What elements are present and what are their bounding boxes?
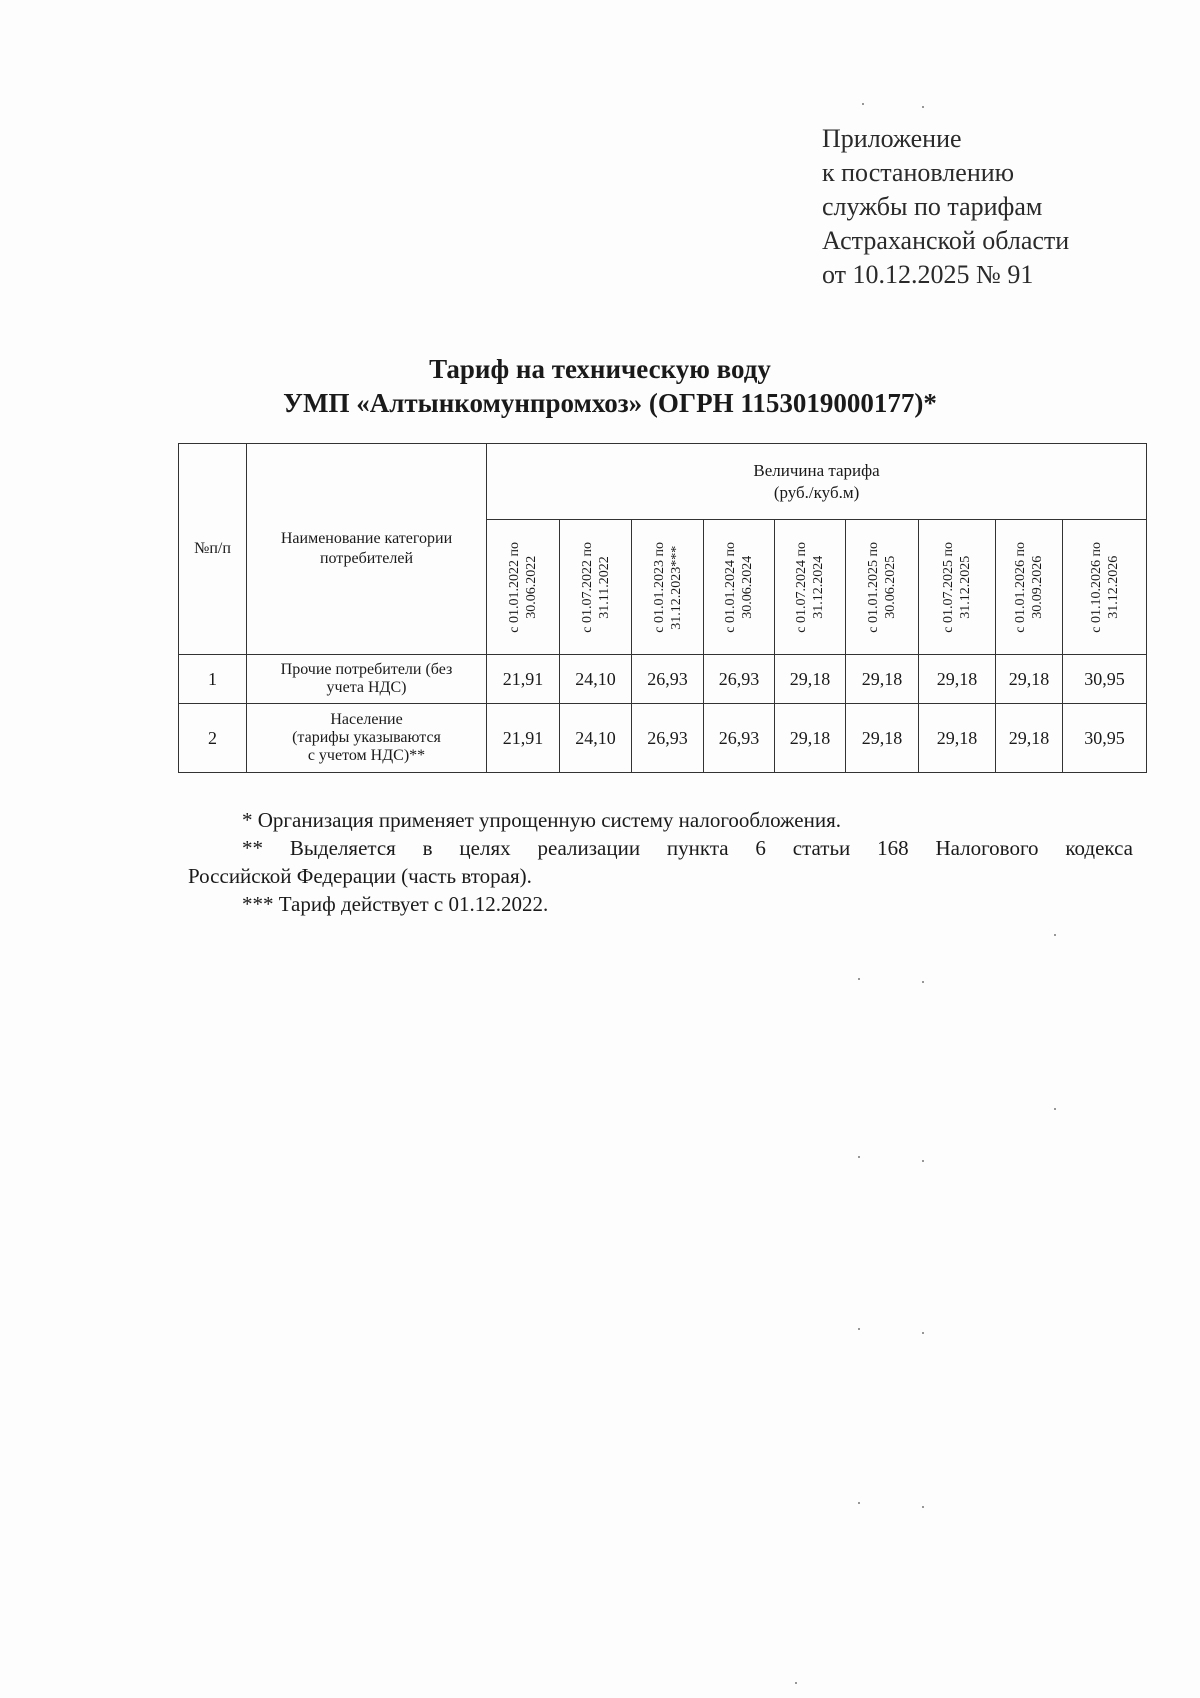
row-category: Население (тарифы указываются с учетом НДС)** [247,704,487,773]
scan-speck [858,1502,860,1504]
tariff-value: 29,18 [919,655,996,704]
scan-speck [1054,934,1056,936]
scan-speck [862,103,864,105]
period-header: с 01.01.2025 по 30.06.2025 [846,520,919,655]
header-number: №п/п [179,444,247,655]
tariff-value: 26,93 [632,655,704,704]
period-header: с 01.07.2025 по 31.12.2025 [919,520,996,655]
tariff-value: 30,95 [1063,704,1147,773]
tariff-value: 21,91 [487,704,560,773]
title-line-1: Тариф на техническую воду [429,354,771,384]
tariff-value: 24,10 [560,655,632,704]
header-tariff-value [487,444,1147,520]
tariff-value: 29,18 [775,655,846,704]
period-header: с 01.01.2024 по 30.06.2024 [704,520,775,655]
footnotes [188,806,1133,918]
scan-speck [922,981,924,983]
scan-speck [1054,1108,1056,1110]
tariff-value: 29,18 [846,655,919,704]
table-row [179,655,1147,704]
tariff-value: 26,93 [704,704,775,773]
appendix-line: Астраханской области [822,226,1070,255]
scan-speck [922,1506,924,1508]
scan-speck [858,1328,860,1330]
period-header: с 01.01.2026 по 30.09.2026 [996,520,1063,655]
tariff-value: 30,95 [1063,655,1147,704]
tariff-value: 26,93 [704,655,775,704]
scan-speck [858,978,860,980]
tariff-value: 29,18 [996,704,1063,773]
appendix-block [822,122,1069,292]
scan-speck [922,1332,924,1334]
tariff-value: 21,91 [487,655,560,704]
document-title [0,352,1200,420]
row-number: 1 [179,655,247,704]
tariff-value: 29,18 [919,704,996,773]
period-header: с 01.07.2022 по 31.11.2022 [560,520,632,655]
period-header: с 01.07.2024 по 31.12.2024 [775,520,846,655]
scan-speck [922,1160,924,1162]
footnote-2-line-1: ** Выделяется в целях реализации пункта 6 статьи 168 Налогового кодекса [242,836,1133,860]
header-tariff-line-2: (руб./куб.м) [773,482,860,502]
tariff-value: 29,18 [996,655,1063,704]
period-header: с 01.10.2026 по 31.12.2026 [1063,520,1147,655]
table-row [179,704,1147,773]
scan-speck [922,106,924,108]
scan-speck [858,1156,860,1158]
header-tariff-line-1: Величина тарифа [753,460,880,480]
title-line-2: УМП «Алтынкомунпромхоз» (ОГРН 1153019000177)* [283,388,937,418]
tariff-value: 24,10 [560,704,632,773]
row-category: Прочие потребители (без учета НДС) [247,655,487,704]
row-number: 2 [179,704,247,773]
tariff-value: 26,93 [632,704,704,773]
period-header: с 01.01.2022 по 30.06.2022 [487,520,560,655]
footnote-1: * Организация применяет упрощенную систему налогообложения. [242,808,841,832]
period-header: с 01.01.2023 по 31.12.2023*** [632,520,704,655]
footnote-3: *** Тариф действует с 01.12.2022. [242,892,549,916]
appendix-line: Приложение [822,124,962,153]
appendix-line: службы по тарифам [822,192,1043,221]
tariff-value: 29,18 [846,704,919,773]
scan-speck [795,1682,797,1684]
header-category: Наименование категории потребителей [247,444,487,655]
footnote-2-line-2: Российской Федерации (часть вторая). [188,864,532,888]
appendix-line: от 10.12.2025 № 91 [822,260,1034,289]
tariff-value: 29,18 [775,704,846,773]
appendix-line: к постановлению [822,158,1015,187]
tariff-table [178,443,1147,773]
